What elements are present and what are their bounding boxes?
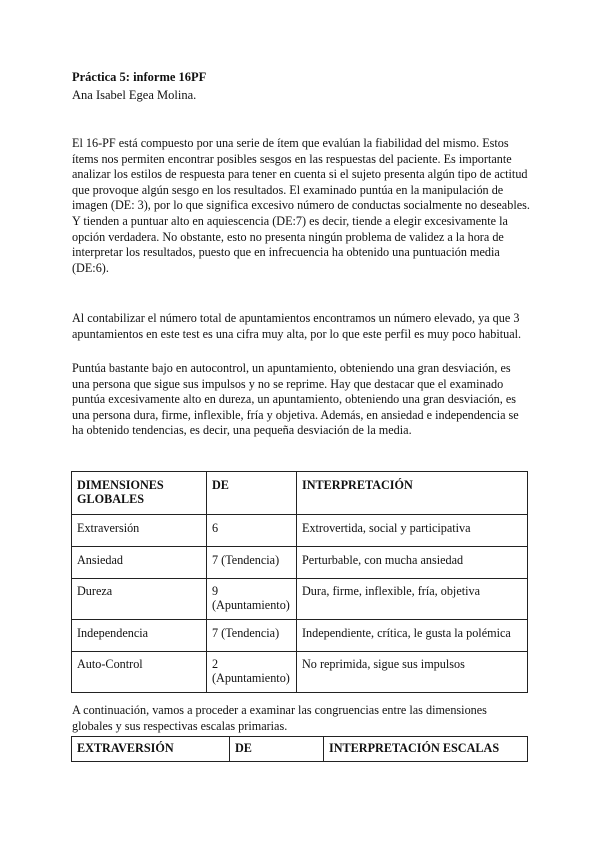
- cell-de: 9 (Apuntamiento): [207, 579, 297, 620]
- table-row: [72, 652, 528, 693]
- cell-de: 7 (Tendencia): [207, 547, 297, 579]
- header-de: DE: [207, 472, 297, 515]
- cell-dimension: Ansiedad: [72, 547, 207, 579]
- cell-dimension: Extraversión: [72, 515, 207, 547]
- document-title: Práctica 5: informe 16PF: [72, 70, 207, 84]
- cell-interpretation: Extrovertida, social y participativa: [297, 515, 528, 547]
- table-row: [72, 579, 528, 620]
- cell-de: 2 (Apuntamiento): [207, 652, 297, 693]
- header-interpretacion-escalas: INTERPRETACIÓN ESCALAS: [324, 737, 528, 762]
- cell-interpretation: No reprimida, sigue sus impulsos: [297, 652, 528, 693]
- cell-dimension: Dureza: [72, 579, 207, 620]
- extraversion-table: [71, 736, 528, 762]
- paragraph-continuation: A continuación, vamos a proceder a examinar las congruencias entre las dimensiones globales y sus respectivas escalas primarias.: [72, 703, 487, 733]
- paragraph-scores: Puntúa bastante bajo en autocontrol, un apuntamiento, obteniendo una gran desviación, es una persona que sigue sus impulsos y no se reprime. Hay que destacar que el examinado puntúa excesivamente alto en dureza, un apuntamiento, obteniendo una gran desviación, es una persona dura, firme, inflexible, fría y objetiva. Además, en ansiedad e independencia se ha obtenido tendencias, es decir, una pequeña desviación de la media.: [72, 361, 519, 438]
- table-header-row: [72, 737, 528, 762]
- table-header-row: [72, 472, 528, 515]
- paragraph-response-styles: El 16-PF está compuesto por una serie de ítem que evalúan la fiabilidad del mismo. Estos ítems nos permiten encontrar posibles sesgos en las respuestas del paciente. Es importante analizar los estilos de respuesta para tener en cuenta si el sujeto presenta algún tipo de actitud que provoque algún sesgo en los resultados. El examinado puntúa en la manipulación de imagen (DE: 3), por lo que significa excesivo número de conductas socialmente no deseables. Y tienden a puntuar alto en aquiescencia (DE:7) es decir, tiende a elegir excesivamente la opción verdadera. No obstante, esto no presenta ningún problema de validez a la hora de interpretar los resultados, puesto que en infrecuencia ha obtenido una puntuación media (DE:6).: [72, 136, 530, 275]
- cell-de: 7 (Tendencia): [207, 620, 297, 652]
- header-de: DE: [230, 737, 324, 762]
- table-row: [72, 515, 528, 547]
- cell-de: 6: [207, 515, 297, 547]
- cell-dimension: Auto-Control: [72, 652, 207, 693]
- header-dimensiones: DIMENSIONES GLOBALES: [72, 472, 207, 515]
- header-interpretacion: INTERPRETACIÓN: [297, 472, 528, 515]
- cell-dimension: Independencia: [72, 620, 207, 652]
- cell-interpretation: Independiente, crítica, le gusta la polémica: [297, 620, 528, 652]
- header-extraversion: EXTRAVERSIÓN: [72, 737, 230, 762]
- global-dimensions-table: [71, 471, 528, 693]
- table-row: [72, 620, 528, 652]
- paragraph-apuntamientos: Al contabilizar el número total de apuntamientos encontramos un número elevado, ya que 3 apuntamientos en este test es una cifra muy alta, por lo que este perfil es muy poco habitual.: [72, 311, 522, 341]
- table-row: [72, 547, 528, 579]
- cell-interpretation: Perturbable, con mucha ansiedad: [297, 547, 528, 579]
- author-name: Ana Isabel Egea Molina.: [72, 88, 197, 102]
- cell-interpretation: Dura, firme, inflexible, fría, objetiva: [297, 579, 528, 620]
